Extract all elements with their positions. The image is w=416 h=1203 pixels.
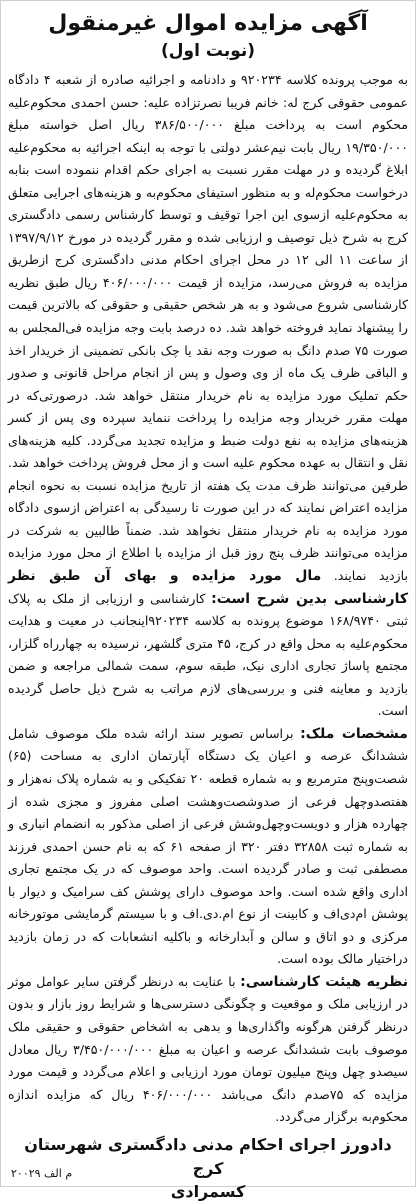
signature-title: دادورز اجرای احکام مدنی دادگستری شهرستان کرج xyxy=(24,1134,392,1178)
property-specs xyxy=(8,723,408,971)
notice-body xyxy=(8,69,408,723)
heading-expert-opinion: نظریه هیئت کارشناسی: xyxy=(240,973,408,990)
notice-title: آگهی مزایده اموال غیرمنقول xyxy=(48,11,368,36)
paragraph-expert-opinion: با عنایت به درنظر گرفتن سایر عوامل موثر در ارزیابی ملک و موقعیت و چگونگی دسترسی‌ها و شرایط روز بازار و بدون درنظر گرفتن هرگونه واگذاری‌ها و بدهی به اشخاص حقوقی و حقیقی ملک موصوف بابت ششدانگ عرصه و اعیان به مبلغ ۳/۴۵۰/۰۰۰/۰۰۰ ریال معادل سیصدو چهل وپنج میلیون تومان مورد ارزیابی و اعلام می‌گردد و قیمت مورد مزایده که ۷۵صدم دانگ می‌باشد ۴۰۶/۰۰۰/۰۰۰ ریال که مزایده اندازه محکوم‌به برگزار می‌گردد. xyxy=(8,973,409,1125)
paragraph-terms: به موجب پرونده کلاسه ۹۲۰۲۳۴ و دادنامه و اجرائیه صادره از شعبه ۴ دادگاه عمومی حقوقی کرج له: خانم فریبا نصرتزاده علیه: حسن احمدی محکوم‌علیه محکوم است به پرداخت مبلغ ۳۸۶/۵۰۰/۰۰۰ ریال اصل خواسته مبلغ ۱۹/۳۵۰/۰۰۰ ریال بابت نیم‌عشر دولتی با توجه به اینکه اجرائیه به محکوم‌علیه ابلاغ گردیده و در مهلت مقرر نسبت به اجرای حکم اقدام ننموده است بنابه درخواست محکوم‌له و به منظور استیفای محکوم‌به و هزینه‌های اجرایی متعلق به محکوم‌علیه ازسوی این اجرا توقیف و توسط کارشناس رسمی دادگستری کرج به شرح ذیل توصیف و ارزیابی شده و مقرر گردیده در مورخ ۱۳۹۷/۹/۱۲ از ساعت ۱۱ الی ۱۲ در محل اجرای احکام مدنی دادگستری کرج ازطریق مزایده به فروش می‌رسد، مزایده از قیمت ۴۰۶/۰۰۰/۰۰۰ ریال طبق نظریه کارشناسی شروع می‌شود و به هر شخص حقیقی و حقوقی که بالاترین قیمت را پیشنهاد نماید فروخته خواهد شد. ده درصد بابت وجه مزایده فی‌المجلس به صورت ۷۵ صدم دانگ به صورت وجه نقد یا چک بانکی تضمینی از خریدار اخذ و الباقی ظرف یک ماه از وی وصول و پس از انجام مراحل قانونی و صدور حکم تملیک مورد مزایده به نام خریدار منتقل خواهد شد. درصورتی‌که در مهلت مقرر خریدار وجه مزایده را پرداخت ننماید سپرده وی پس از کسر هزینه‌های مزایده به نفع دولت ضبط و مزایده تجدید می‌گردد. کلیه هزینه‌های نقل و انتقال به عهده محکوم علیه است و از محل فروش پرداخت خواهد شد. طرفین می‌توانند ظرف مدت یک هفته از تاریخ مزایده نسبت به نحوه انجام مزایده اعتراض نمایند که در این صورت تا رسیدگی به اعتراض ازسوی دادگاه مورد مزایده به نام خریدار منتقل نخواهد شد. ضمناً طالبین به شرکت در مزایده می‌توانند ظرف پنج روز قبل از مزایده با اطلاع از محل مورد مزایده بازدید نمایند. xyxy=(8,72,408,584)
notice-code: م الف ۲۰۰۲۹ xyxy=(11,1167,73,1180)
heading-property-value: مال مورد مزایده و بهای آن طبق نظر کارشناسی بدین شرح است: xyxy=(8,568,408,607)
heading-property-specs: مشخصات ملک: xyxy=(300,725,408,742)
paragraph-property-specs: براساس تصویر سند ارائه شده ملک موصوف شامل ششدانگ عرصه و اعیان یک دستگاه آپارتمان اداری به مساحت (۶۵) شصت‌وپنج مترمربع و به شماره قطعه ۲۰ تفکیکی و به شماره پلاک نه‌هزار و هفتصدوچهل فرعی از صدوشصت‌وهشت اصلی مفروز و مجزی شده از چهارده هزار و دویست‌وچهل‌وشش فرعی از اصلی مذکور به انضمام انباری و به شماره ثبت ۳۲۸۵۸ دفتر ۳۲۰ از صفحه ۶۱ که به نام حسن احمدی فرزند مصطفی ثبت و صادر گردیده است. واحد موصوف که در یک مجتمع تجاری اداری واقع شده است. واحد موصوف دارای پوشش کف سرامیک و دیوار با پوشش ام‌دی‌اف و کابینت از نوع ام.دی.اف و با سیستم گرمایشی موتورخانه مرکزی و دو اتاق و سالن و آبدارخانه و باکلیه انشعابات که در زمان بازدید دراختیار مالک بوده است. xyxy=(8,725,409,967)
signer-name: کسمرادی xyxy=(170,1181,246,1201)
notice-subtitle: (نوبت اول) xyxy=(160,41,256,61)
paragraph-inspection: کارشناسی و ارزیابی از ملک به پلاک ثبتی ۱۶۸/۹۷۴۰ موضوع پرونده به کلاسه ۹۲۰۲۳۴اینجانب در معیت و هدایت محکوم‌علیه به محل واقع در کرج، ۴۵ متری گلشهر، نرسیده به چهارراه گلزار، مجتمع پاساژ تجاری اداری نیک، طبقه سوم، سمت شمالی مراجعه و ضمن بازدید و معاینه فنی و بررسی‌های لازم مراتب به شرح ذیل حاصل گردیده است. xyxy=(8,590,408,719)
expert-opinion xyxy=(8,971,408,1129)
